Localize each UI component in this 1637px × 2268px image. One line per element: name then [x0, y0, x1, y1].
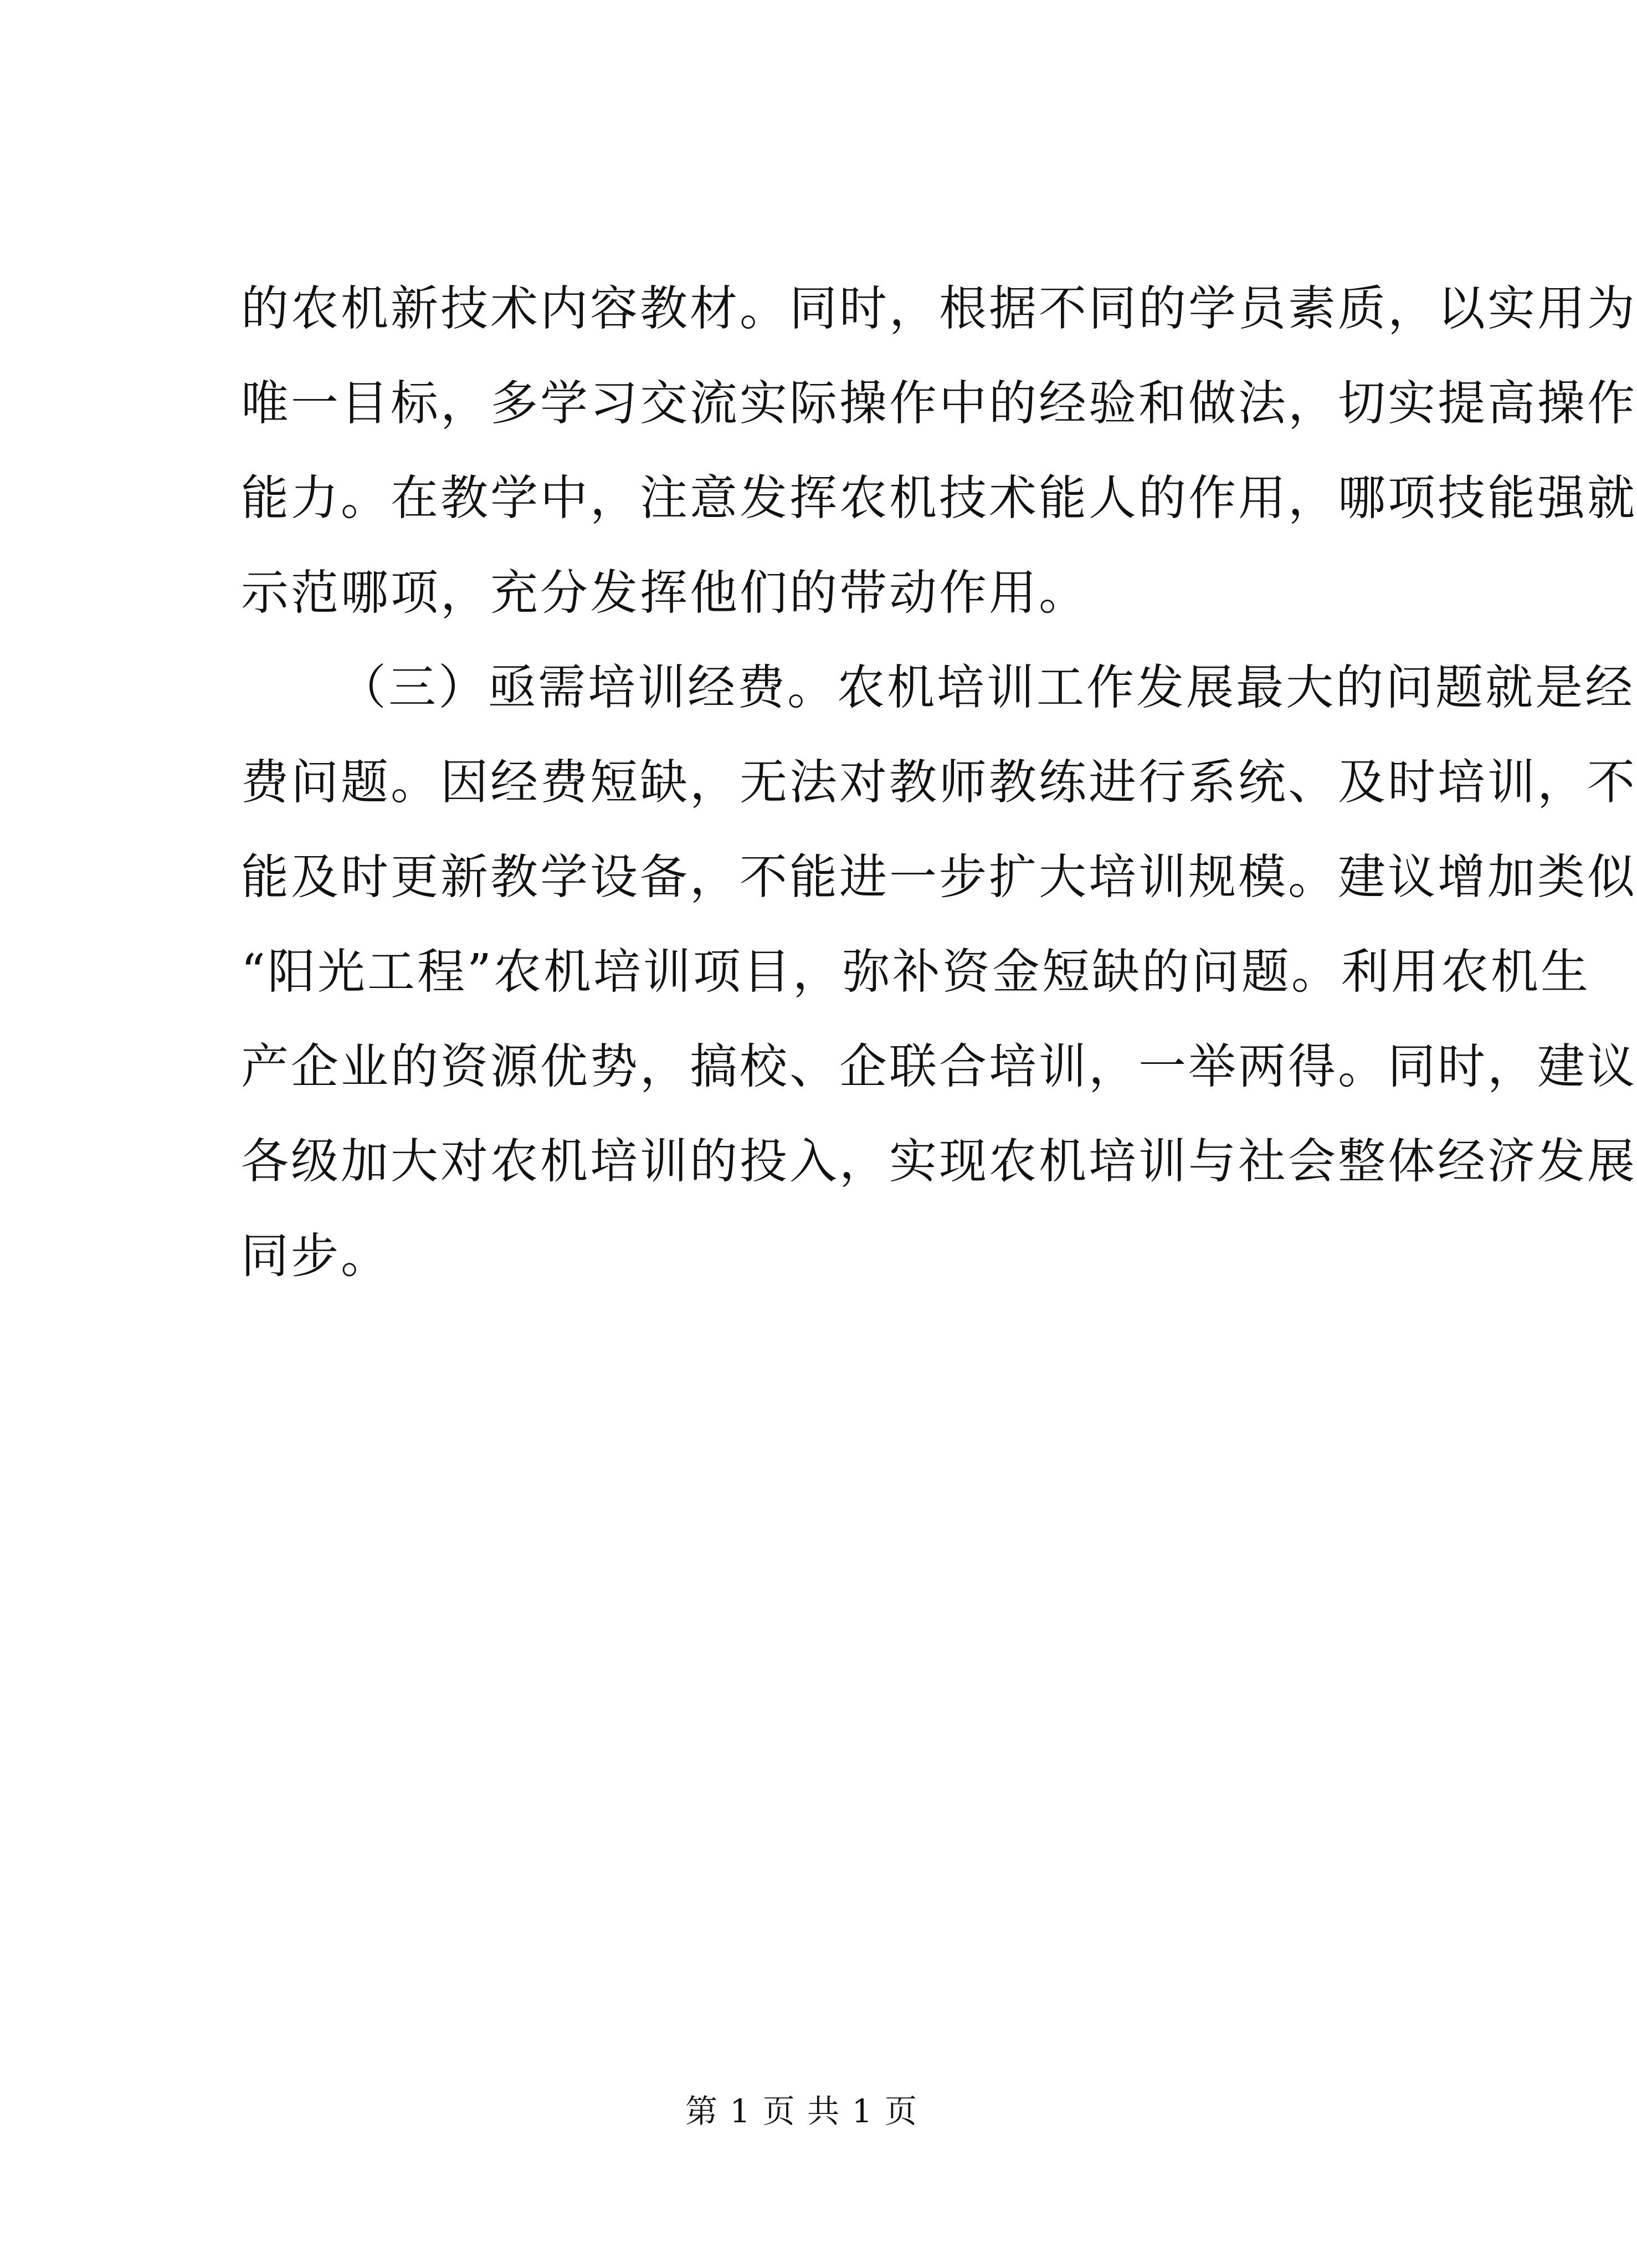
text-line: （三）亟需培训经费。农机培训工作发展最大的问题就是经	[338, 660, 1635, 715]
text-line: 能力。在教学中，注意发挥农机技术能人的作用，哪项技能强就	[241, 470, 1637, 526]
paragraph	[241, 641, 1637, 1304]
text-line: “阳光工程”农机培训项目，弥补资金短缺的问题。利用农机生	[241, 944, 1590, 1000]
text-line: 的农机新技术内容教材。同时，根据不同的学员素质，以实用为	[241, 281, 1637, 336]
text-line: 能及时更新教学设备，不能进一步扩大培训规模。建议增加类似	[241, 849, 1637, 905]
text-line: 唯一目标，多学习交流实际操作中的经验和做法，切实提高操作	[241, 376, 1637, 431]
text-line: 费问题。因经费短缺，无法对教师教练进行系统、及时培训，不	[241, 755, 1637, 810]
text-line: 示范哪项，充分发挥他们的带动作用。	[241, 565, 1089, 621]
text-line: 产企业的资源优势，搞校、企联合培训，一举两得。同时，建议	[241, 1039, 1637, 1094]
text-line: 同步。	[241, 1228, 391, 1284]
text-line: 各级加大对农机培训的投入，实现农机培训与社会整体经济发展	[241, 1134, 1637, 1189]
page-footer: 第 1 页 共 1 页	[685, 2092, 918, 2130]
paragraph	[241, 262, 1637, 641]
document-body	[241, 262, 1637, 1304]
